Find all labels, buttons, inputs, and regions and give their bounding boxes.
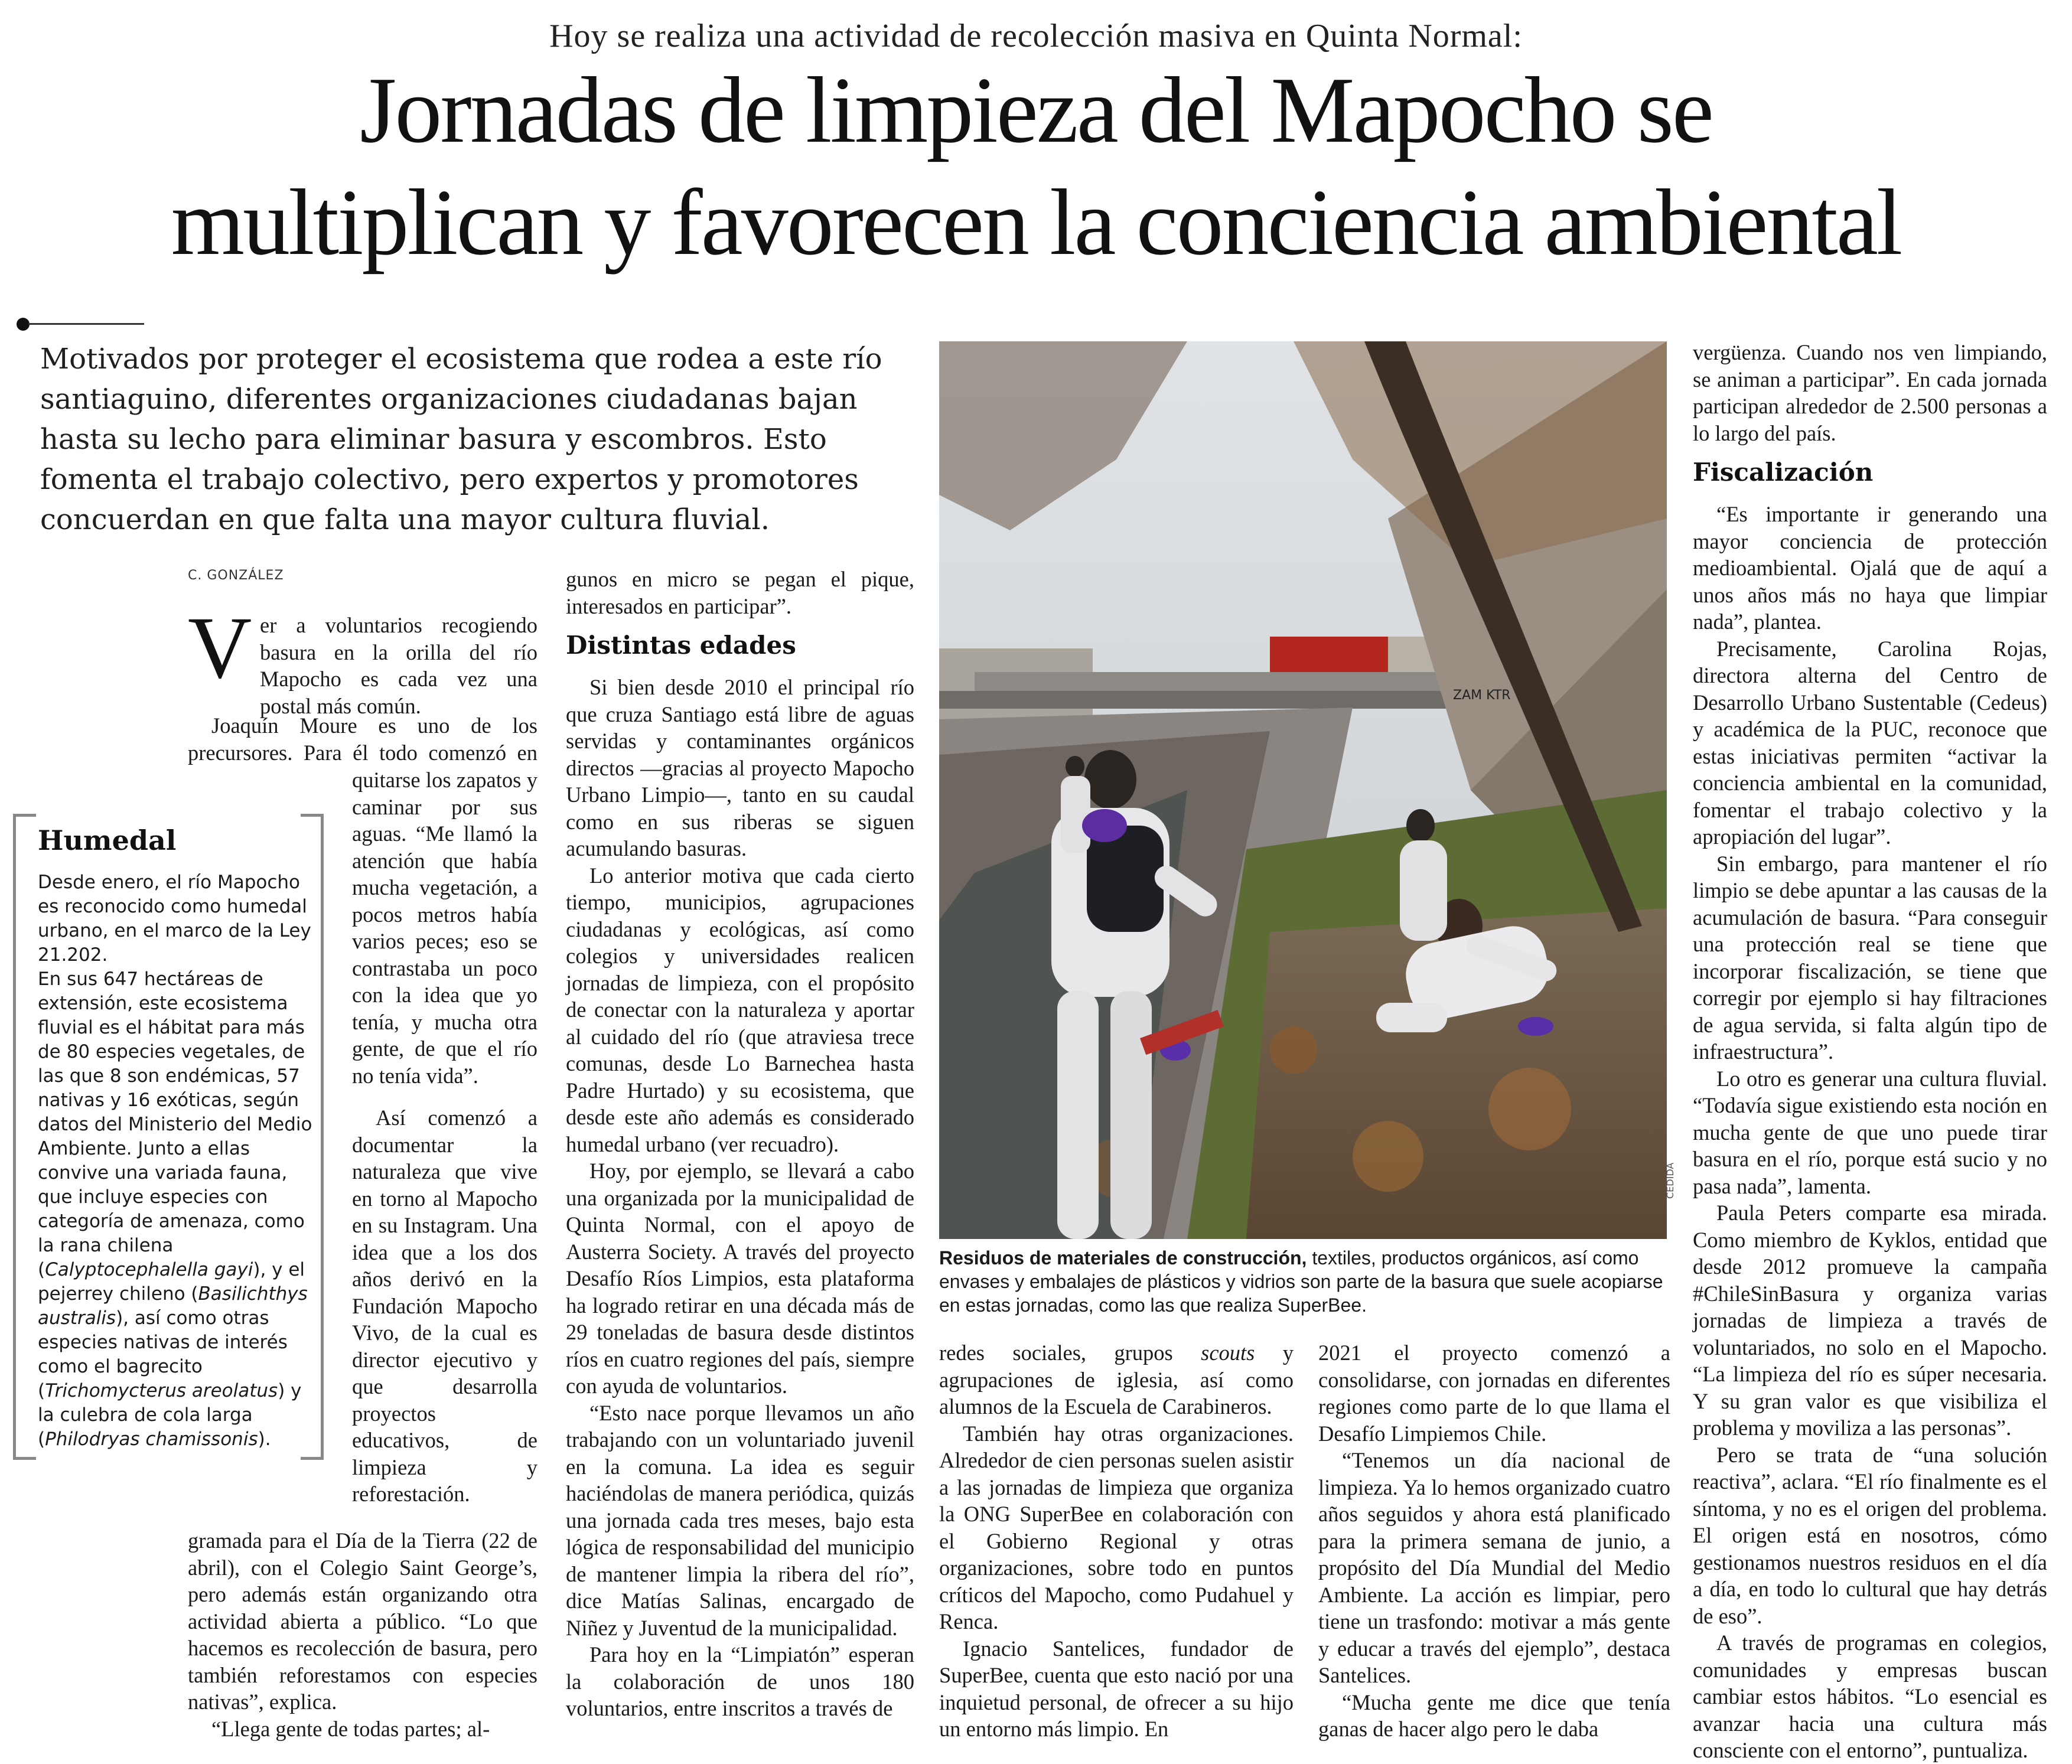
species-name: Philodryas chamissonis [45,1429,258,1450]
col1-paragraph: quitarse los zapatos y caminar por sus aguas. “Me llamó la atención que había mucha vegetación, a pocos metros había varios peces; eso se contrastaba un poco con la idea que yo tenía, y mucha otra gente, de que el río no tenía vida”. [352,768,537,1088]
col1-paragraph: Joaquín Moure es uno de los precursores. Para él todo comenzó en [188,713,537,765]
photo-credit: CEDIDA [1664,1162,1676,1199]
sidebar-title: Humedal [38,824,177,856]
sidebar-text-span: ). [258,1429,271,1450]
sidebar-paragraph: Desde enero, el río Mapocho es reconocido como humedal urbano, en el marco de la Ley 21.202. [38,872,311,966]
lead-rule [28,323,144,325]
col3-text-span: y agrupaciones de iglesia, así como alumnos de la Escuela de Carabineros. [939,1341,1294,1419]
photo-caption [939,1246,1672,1317]
lead-paragraph: Motivados por proteger el ecosistema que rodea a este río santiaguino, diferentes organizaciones ciudadanas bajan hasta su lecho para eliminar basura y escombros. Esto fomenta el trabajo colectivo, pero expertos y promotores concuerdan en que falta una mayor cultura fluvial. [40,343,882,536]
col3-italic: scouts [1201,1341,1255,1365]
col2-paragraph: “Esto nace porque llevamos un año trabajando con un voluntariado juvenil en la comuna. La idea es seguir haciéndolas de manera periódica, quizás una jornada cada tres meses, bajo esta lógica de responsabilidad del municipio de mantener limpia la ribera del río”, dice Matías Salinas, encargado de Niñez y Juventud de la municipalidad. [566,1400,914,1640]
sidebar-text-span: En sus 647 hectáreas de extensión, este ecosistema fluvial es el hábitat para más de 80 especies vegetales, de las que 8 son endémicas, 57 nativas y 16 exóticas, según datos del Ministerio del Medio Ambiente. Junto a ellas convive una variada fauna, que incluye especies con categoría de amenaza, como la rana chilena ( [38,969,312,1280]
col2-paragraph: Si bien desde 2010 el principal río que cruza Santiago está libre de aguas servidas y contaminantes orgánicos directos —gracias al proyecto Mapocho Urbano Limpio—, tanto en su caudal como en sus riberas se siguen acumulando basuras. [566,675,914,860]
col3-text-span: redes sociales, grupos [939,1341,1201,1365]
species-name: Calyptocephalella gayi [45,1259,253,1280]
sidebar-text [38,870,315,1452]
column-1-mid [188,712,537,767]
col3-paragraph [939,1339,1294,1420]
col1-paragraph: gramada para el Día de la Tierra (22 de abril), con el Colegio Saint George’s, pero además están organizando otra actividad abierta a público. “Lo que hacemos es recolección de basura, pero también reforestamos con especies nativas”, explica. [188,1528,537,1714]
caption-lead: Residuos de materiales de construcción, [939,1247,1307,1269]
col3-paragraph: También hay otras organizaciones. Alrededor de cien personas suelen asistir a las jornadas de limpieza que organiza la ONG SuperBee en colaboración con el Gobierno Regional y otras organizaciones, sobre todo en puntos críticos del Mapocho, como Pudahuel y Renca. [939,1421,1294,1633]
column-4 [1318,1339,1670,1743]
col5-paragraph: Pero se trata de “una solución reactiva”, aclara. “El río finalmente es el síntoma, y no es el origen del problema. El origen está en nosotros, cómo gestionamos nuestros residuos en el día a día, en todo lo cultural que hay detrás de eso”. [1693,1442,2047,1628]
col5-paragraph: “Es importante ir generando una mayor conciencia de protección medioambiental. Ojalá que de aquí a unos años más no haya que limpiar nada”, plantea. [1693,502,2047,634]
headline-line-1: Jornadas de limpieza del Mapocho se [360,57,1712,162]
col3-paragraph: Ignacio Santelices, fundador de SuperBee, cuenta que esto nació por una inquietud personal, de ofrecer a su hijo un entorno más limpio. En [939,1636,1294,1741]
lead-bullet-icon [17,318,30,331]
subheading-fiscalizacion: Fiscalización [1693,458,1874,487]
news-photo [939,341,1667,1239]
sidebar-paragraph [38,967,315,1452]
photo-sign-text: ZAM KTR [1453,688,1511,703]
headline-line-2: multiplican y favorecen la conciencia ambiental [171,169,1901,275]
col4-paragraph: 2021 el proyecto comenzó a consolidarse, con jornadas en diferentes regiones como parte de lo que llama el Desafío Limpiemos Chile. [1318,1341,1670,1446]
drop-cap: V [188,599,252,697]
column-1-bottom [188,1527,537,1742]
col5-paragraph: Lo otro es generar una cultura fluvial. “Todavía sigue existiendo esta noción en mucha gente de que uno puede tirar basura en el río, porque está sucio y no pasa nada”, lamenta. [1693,1066,2047,1198]
col2-paragraph: Hoy, por ejemplo, se llevará a cabo una organizada por la municipalidad de Quinta Normal, con el apoyo de Austerra Society. A través del proyecto Desafío Ríos Limpios, esta plataforma ha logrado retirar en una década más de 29 toneladas de basura desde distintos ríos en cuatro regiones del país, siempre con ayuda de voluntarios. [566,1159,914,1398]
col4-paragraph: “Mucha gente me dice que tenía ganas de hacer algo pero le daba [1318,1690,1670,1741]
species-name: Trichomycterus areolatus [45,1380,278,1401]
col5-paragraph: Precisamente, Carolina Rojas, directora alterna del Centro de Desarrollo Urbano Sustentable (Cedeus) y académica de la PUC, reconoce que estas iniciativas permiten “activar la conciencia ambiental en la comunidad, fomentar el trabajo colectivo y la apropiación del lugar”. [1693,636,2047,849]
col5-paragraph: Paula Peters comparte esa mirada. Como miembro de Kyklos, entidad que desde 2012 promueve la campaña #ChileSinBasura y organiza varias jornadas de limpieza a través de voluntariados, no solo en el Mapocho. “La limpieza del río es súper necesaria. Y su gran valor es que visibiliza el problema y moviliza a las personas”. [1693,1201,2047,1440]
col2-paragraph: Lo anterior motiva que cada cierto tiempo, municipios, agrupaciones ciudadanas y ecológicas, así como colegios y universidades realicen jornadas de limpieza, con el propósito de conectar con la naturaleza y aportar al cuidado del río (que atraviesa trece comunas, desde Lo Barnechea hasta Padre Hurtado) y su ecosistema, que desde este año además es considerado humedal urbano (ver recuadro). [566,863,914,1156]
column-1-top [260,612,537,719]
col1-paragraph: “Llega gente de todas partes; al- [211,1716,490,1741]
box-bracket-left [13,814,36,1460]
column-2 [566,566,914,1722]
col1-paragraph [352,1521,537,1523]
sidebar-text-span: ) y la culebra de cola larga ( [38,1380,302,1450]
species-name: Basilichthys australis [38,1283,308,1329]
col5-paragraph: A través de programas en colegios, comunidades y empresas buscan cambiar estos hábitos. “Lo esencial es avanzar hacia una cultura más consciente con el entorno”, puntualiza. [1693,1631,2047,1762]
byline: C. GONZÁLEZ [188,568,284,583]
photo-river-cleanup [939,341,1667,1239]
column-3 [939,1339,1294,1743]
sidebar-text-span: ), y el pejerrey chileno ( [38,1259,305,1305]
column-1-narrow [352,767,537,1522]
col1-paragraph: er a voluntarios recogiendo basura en la orilla del río Mapocho es cada vez una postal más común. [260,613,537,718]
col5-paragraph: Sin embargo, para mantener el río limpio se debe apuntar a las causas de la acumulación de basura. “Para conseguir una protección real se tiene que incorporar fiscalización, se tiene que corregir por ejemplo si hay filtraciones de agua servida, si falta algún tipo de infraestructura”. [1693,851,2047,1064]
kicker-line: Hoy se realiza una actividad de recolección masiva en Quinta Normal: [549,18,1523,54]
subheading-distintas-edades: Distintas edades [566,631,796,660]
caption-text: textiles, productos orgánicos, así como envases y embalajes de plásticos y vidrios son parte de la basura que suele acopiarse en estas jornadas, como las que realiza SuperBee. [939,1247,1663,1316]
col2-paragraph: Para hoy en la “Limpiatón” esperan la colaboración de unos 180 voluntarios, entre inscritos a través de [566,1642,914,1720]
col1-paragraph: Así comenzó a documentar la naturaleza que vive en torno al Mapocho en su Instagram. Una idea que a los dos años derivó en la Fundación Mapocho Vivo, de la cual es director ejecutivo y que desarrolla proyectos educativos, de limpieza y reforestación. [352,1106,537,1506]
sidebar-text-span: ), así como otras especies nativas de interés como el bagrecito ( [38,1307,288,1401]
col5-paragraph: vergüenza. Cuando nos ven limpiando, se animan a participar”. En cada jornada participan alrededor de 2.500 personas a lo largo del país. [1693,340,2047,445]
col2-paragraph: gunos en micro se pegan el pique, interesados en participar”. [566,567,914,618]
column-5 [1693,339,2047,1764]
col4-paragraph: “Tenemos un día nacional de limpieza. Ya lo hemos organizado cuatro años seguidos y ahora está planificado para la primera semana de junio, a propósito del Día Mundial del Medio Ambiente. La acción es limpiar, pero tiene un trasfondo: motivar a más gente y educar a través del ejemplo”, destaca Santelices. [1318,1448,1670,1687]
